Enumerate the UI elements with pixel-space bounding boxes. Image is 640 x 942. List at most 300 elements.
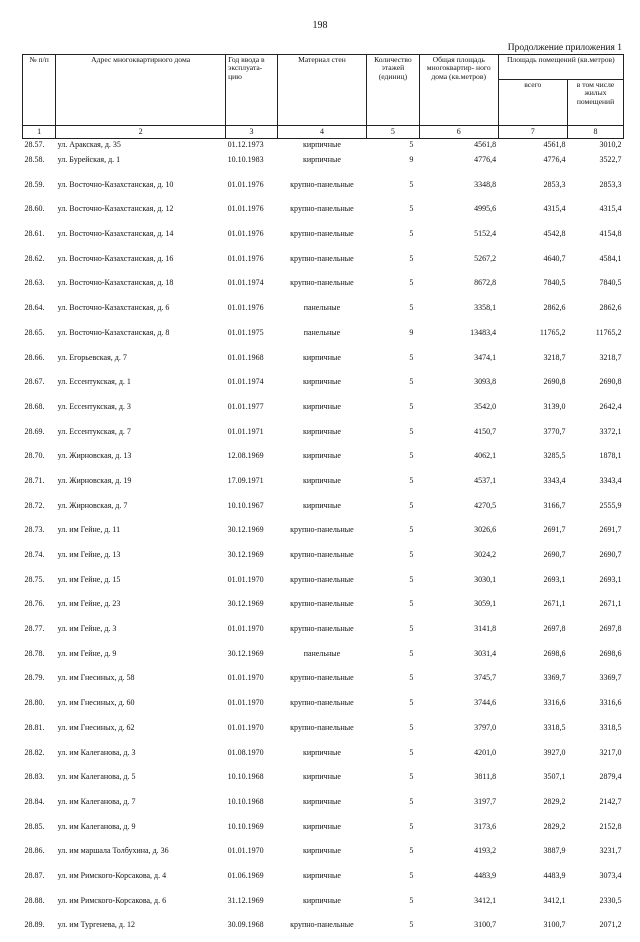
table-row bbox=[23, 843, 624, 868]
premises-area: 3285,5 bbox=[498, 448, 567, 473]
commission-date: 01.01.1974 bbox=[226, 374, 278, 399]
commission-date: 10.10.1983 bbox=[226, 152, 278, 177]
address: ул. Восточно-Казахстанская, д. 16 bbox=[56, 251, 226, 276]
row-number: 28.68. bbox=[23, 399, 56, 424]
total-area: 3059,1 bbox=[419, 596, 498, 621]
address: ул. им Калеганова, д. 3 bbox=[56, 745, 226, 770]
total-area: 4537,1 bbox=[419, 473, 498, 498]
commission-date: 01.01.1976 bbox=[226, 251, 278, 276]
commission-date: 01.01.1970 bbox=[226, 843, 278, 868]
premises-area: 3318,5 bbox=[498, 720, 567, 745]
floors: 5 bbox=[367, 226, 420, 251]
floors: 5 bbox=[367, 819, 420, 844]
residential-area: 3010,2 bbox=[568, 139, 624, 153]
residential-area: 1878,1 bbox=[568, 448, 624, 473]
wall-material: кирпичные bbox=[277, 769, 366, 794]
table-row bbox=[23, 374, 624, 399]
row-number: 28.76. bbox=[23, 596, 56, 621]
address: ул. Егорьевская, д. 7 bbox=[56, 350, 226, 375]
floors: 5 bbox=[367, 695, 420, 720]
residential-area: 2690,7 bbox=[568, 547, 624, 572]
residential-area: 2555,9 bbox=[568, 498, 624, 523]
header-residential: в том числе жилых помещений bbox=[568, 80, 624, 126]
total-area: 3348,8 bbox=[419, 177, 498, 202]
residential-area: 3372,1 bbox=[568, 424, 624, 449]
row-number: 28.73. bbox=[23, 522, 56, 547]
commission-date: 01.01.1970 bbox=[226, 670, 278, 695]
commission-date: 10.10.1969 bbox=[226, 819, 278, 844]
floors: 5 bbox=[367, 794, 420, 819]
commission-date: 10.10.1968 bbox=[226, 769, 278, 794]
table-row bbox=[23, 300, 624, 325]
commission-date: 30.12.1969 bbox=[226, 522, 278, 547]
residential-area: 2853,3 bbox=[568, 177, 624, 202]
row-number: 28.89. bbox=[23, 917, 56, 942]
residential-area: 11765,2 bbox=[568, 325, 624, 350]
address: ул. Восточно-Казахстанская, д. 12 bbox=[56, 201, 226, 226]
total-area: 3197,7 bbox=[419, 794, 498, 819]
address: ул. им Гейне, д. 23 bbox=[56, 596, 226, 621]
wall-material: кирпичные bbox=[277, 139, 366, 153]
commission-date: 30.12.1969 bbox=[226, 646, 278, 671]
total-area: 5152,4 bbox=[419, 226, 498, 251]
table-row bbox=[23, 139, 624, 153]
premises-area: 4315,4 bbox=[498, 201, 567, 226]
row-number: 28.61. bbox=[23, 226, 56, 251]
wall-material: кирпичные bbox=[277, 498, 366, 523]
row-number: 28.70. bbox=[23, 448, 56, 473]
wall-material: крупно-панельные bbox=[277, 572, 366, 597]
wall-material: кирпичные bbox=[277, 399, 366, 424]
table-row bbox=[23, 621, 624, 646]
wall-material: кирпичные bbox=[277, 843, 366, 868]
row-number: 28.74. bbox=[23, 547, 56, 572]
residential-area: 2879,4 bbox=[568, 769, 624, 794]
total-area: 4995,6 bbox=[419, 201, 498, 226]
total-area: 8672,8 bbox=[419, 275, 498, 300]
premises-area: 3927,0 bbox=[498, 745, 567, 770]
residential-area: 2671,1 bbox=[568, 596, 624, 621]
wall-material: крупно-панельные bbox=[277, 917, 366, 942]
premises-area: 2691,7 bbox=[498, 522, 567, 547]
table-row bbox=[23, 646, 624, 671]
floors: 5 bbox=[367, 139, 420, 153]
table-row bbox=[23, 769, 624, 794]
premises-area: 3770,7 bbox=[498, 424, 567, 449]
row-number: 28.80. bbox=[23, 695, 56, 720]
wall-material: кирпичные bbox=[277, 745, 366, 770]
address: ул. им Калеганова, д. 9 bbox=[56, 819, 226, 844]
wall-material: крупно-панельные bbox=[277, 596, 366, 621]
table-row bbox=[23, 251, 624, 276]
residential-area: 3231,7 bbox=[568, 843, 624, 868]
table-row bbox=[23, 917, 624, 942]
floors: 5 bbox=[367, 473, 420, 498]
residential-area: 3218,7 bbox=[568, 350, 624, 375]
commission-date: 12.08.1969 bbox=[226, 448, 278, 473]
building-registry-table bbox=[22, 54, 624, 942]
row-number: 28.75. bbox=[23, 572, 56, 597]
total-area: 3412,1 bbox=[419, 893, 498, 918]
floors: 5 bbox=[367, 374, 420, 399]
premises-area: 3369,7 bbox=[498, 670, 567, 695]
commission-date: 10.10.1968 bbox=[226, 794, 278, 819]
column-number: 7 bbox=[498, 126, 567, 139]
row-number: 28.57. bbox=[23, 139, 56, 153]
commission-date: 10.10.1967 bbox=[226, 498, 278, 523]
residential-area: 4315,4 bbox=[568, 201, 624, 226]
address: ул. им Тургенева, д. 12 bbox=[56, 917, 226, 942]
premises-area: 2690,8 bbox=[498, 374, 567, 399]
floors: 5 bbox=[367, 300, 420, 325]
premises-area: 2853,3 bbox=[498, 177, 567, 202]
floors: 5 bbox=[367, 769, 420, 794]
floors: 5 bbox=[367, 917, 420, 942]
floors: 5 bbox=[367, 275, 420, 300]
header-premises-total: всего bbox=[498, 80, 567, 126]
row-number: 28.63. bbox=[23, 275, 56, 300]
table-row bbox=[23, 275, 624, 300]
row-number: 28.69. bbox=[23, 424, 56, 449]
address: ул. им Римского-Корсакова, д. 6 bbox=[56, 893, 226, 918]
row-number: 28.84. bbox=[23, 794, 56, 819]
table-row bbox=[23, 201, 624, 226]
floors: 5 bbox=[367, 522, 420, 547]
residential-area: 3318,5 bbox=[568, 720, 624, 745]
row-number: 28.58. bbox=[23, 152, 56, 177]
row-number: 28.60. bbox=[23, 201, 56, 226]
row-number: 28.87. bbox=[23, 868, 56, 893]
residential-area: 2330,5 bbox=[568, 893, 624, 918]
wall-material: крупно-панельные bbox=[277, 547, 366, 572]
commission-date: 01.01.1974 bbox=[226, 275, 278, 300]
premises-area: 3100,7 bbox=[498, 917, 567, 942]
wall-material: панельные bbox=[277, 646, 366, 671]
floors: 5 bbox=[367, 893, 420, 918]
row-number: 28.78. bbox=[23, 646, 56, 671]
premises-area: 2693,1 bbox=[498, 572, 567, 597]
wall-material: крупно-панельные bbox=[277, 226, 366, 251]
residential-area: 2691,7 bbox=[568, 522, 624, 547]
address: ул. Аракская, д. 35 bbox=[56, 139, 226, 153]
total-area: 4561,8 bbox=[419, 139, 498, 153]
address: ул. Ессентукская, д. 1 bbox=[56, 374, 226, 399]
total-area: 4150,7 bbox=[419, 424, 498, 449]
premises-area: 4561,8 bbox=[498, 139, 567, 153]
wall-material: кирпичные bbox=[277, 350, 366, 375]
wall-material: кирпичные bbox=[277, 794, 366, 819]
address: ул. им Гнесиных, д. 60 bbox=[56, 695, 226, 720]
wall-material: кирпичные bbox=[277, 473, 366, 498]
commission-date: 01.01.1976 bbox=[226, 226, 278, 251]
address: ул. Ессентукская, д. 7 bbox=[56, 424, 226, 449]
row-number: 28.66. bbox=[23, 350, 56, 375]
table-row bbox=[23, 177, 624, 202]
row-number: 28.67. bbox=[23, 374, 56, 399]
premises-area: 3139,0 bbox=[498, 399, 567, 424]
address: ул. Жирновская, д. 13 bbox=[56, 448, 226, 473]
total-area: 3542,0 bbox=[419, 399, 498, 424]
table-row bbox=[23, 819, 624, 844]
wall-material: крупно-панельные bbox=[277, 251, 366, 276]
total-area: 13483,4 bbox=[419, 325, 498, 350]
residential-area: 2862,6 bbox=[568, 300, 624, 325]
premises-area: 2690,7 bbox=[498, 547, 567, 572]
wall-material: крупно-панельные bbox=[277, 720, 366, 745]
table-row bbox=[23, 695, 624, 720]
row-number: 28.81. bbox=[23, 720, 56, 745]
floors: 5 bbox=[367, 448, 420, 473]
wall-material: крупно-панельные bbox=[277, 177, 366, 202]
residential-area: 2697,8 bbox=[568, 621, 624, 646]
premises-area: 2829,2 bbox=[498, 819, 567, 844]
floors: 5 bbox=[367, 745, 420, 770]
table-row bbox=[23, 547, 624, 572]
address: ул. Жирновская, д. 7 bbox=[56, 498, 226, 523]
row-number: 28.82. bbox=[23, 745, 56, 770]
commission-date: 01.01.1970 bbox=[226, 621, 278, 646]
floors: 5 bbox=[367, 843, 420, 868]
commission-date: 01.01.1970 bbox=[226, 720, 278, 745]
wall-material: панельные bbox=[277, 300, 366, 325]
total-area: 3141,8 bbox=[419, 621, 498, 646]
floors: 5 bbox=[367, 201, 420, 226]
commission-date: 01.01.1977 bbox=[226, 399, 278, 424]
wall-material: крупно-панельные bbox=[277, 621, 366, 646]
total-area: 3024,2 bbox=[419, 547, 498, 572]
commission-date: 01.01.1970 bbox=[226, 572, 278, 597]
floors: 5 bbox=[367, 547, 420, 572]
floors: 5 bbox=[367, 670, 420, 695]
commission-date: 01.01.1968 bbox=[226, 350, 278, 375]
column-number: 2 bbox=[56, 126, 226, 139]
commission-date: 01.06.1969 bbox=[226, 868, 278, 893]
total-area: 3093,8 bbox=[419, 374, 498, 399]
total-area: 3745,7 bbox=[419, 670, 498, 695]
premises-area: 3218,7 bbox=[498, 350, 567, 375]
wall-material: панельные bbox=[277, 325, 366, 350]
premises-area: 4640,7 bbox=[498, 251, 567, 276]
header-year: Год ввода в эксплуата- цию bbox=[226, 55, 278, 126]
residential-area: 2152,8 bbox=[568, 819, 624, 844]
header-row-top bbox=[23, 55, 624, 80]
wall-material: кирпичные bbox=[277, 819, 366, 844]
address: ул. Восточно-Казахстанская, д. 6 bbox=[56, 300, 226, 325]
residential-area: 2071,2 bbox=[568, 917, 624, 942]
total-area: 3474,1 bbox=[419, 350, 498, 375]
premises-area: 2829,2 bbox=[498, 794, 567, 819]
premises-area: 2698,6 bbox=[498, 646, 567, 671]
row-number: 28.64. bbox=[23, 300, 56, 325]
wall-material: крупно-панельные bbox=[277, 275, 366, 300]
premises-area: 11765,2 bbox=[498, 325, 567, 350]
premises-area: 2697,8 bbox=[498, 621, 567, 646]
residential-area: 7840,5 bbox=[568, 275, 624, 300]
commission-date: 01.01.1976 bbox=[226, 201, 278, 226]
premises-area: 4776,4 bbox=[498, 152, 567, 177]
row-number: 28.88. bbox=[23, 893, 56, 918]
residential-area: 3369,7 bbox=[568, 670, 624, 695]
address: ул. Бурейская, д. 1 bbox=[56, 152, 226, 177]
column-number: 8 bbox=[568, 126, 624, 139]
wall-material: крупно-панельные bbox=[277, 201, 366, 226]
premises-area: 3507,1 bbox=[498, 769, 567, 794]
residential-area: 2698,6 bbox=[568, 646, 624, 671]
commission-date: 01.01.1976 bbox=[226, 300, 278, 325]
commission-date: 30.09.1968 bbox=[226, 917, 278, 942]
floors: 5 bbox=[367, 498, 420, 523]
commission-date: 01.01.1970 bbox=[226, 695, 278, 720]
address: ул. Ессентукская, д. 3 bbox=[56, 399, 226, 424]
address: ул. Жирновская, д. 19 bbox=[56, 473, 226, 498]
premises-area: 7840,5 bbox=[498, 275, 567, 300]
column-number: 3 bbox=[226, 126, 278, 139]
row-number: 28.71. bbox=[23, 473, 56, 498]
row-number: 28.65. bbox=[23, 325, 56, 350]
premises-area: 3887,9 bbox=[498, 843, 567, 868]
wall-material: кирпичные bbox=[277, 868, 366, 893]
row-number: 28.83. bbox=[23, 769, 56, 794]
wall-material: крупно-панельные bbox=[277, 695, 366, 720]
table-row bbox=[23, 424, 624, 449]
header-wall-material: Материал стен bbox=[277, 55, 366, 126]
table-row bbox=[23, 522, 624, 547]
row-number: 28.77. bbox=[23, 621, 56, 646]
floors: 5 bbox=[367, 646, 420, 671]
column-number: 4 bbox=[277, 126, 366, 139]
address: ул. им Гнесиных, д. 62 bbox=[56, 720, 226, 745]
address: ул. Восточно-Казахстанская, д. 8 bbox=[56, 325, 226, 350]
address: ул. им маршала Толбухина, д. 36 bbox=[56, 843, 226, 868]
address: ул. им Гейне, д. 13 bbox=[56, 547, 226, 572]
address: ул. Восточно-Казахстанская, д. 14 bbox=[56, 226, 226, 251]
total-area: 4201,0 bbox=[419, 745, 498, 770]
wall-material: кирпичные bbox=[277, 893, 366, 918]
premises-area: 3166,7 bbox=[498, 498, 567, 523]
table-row bbox=[23, 498, 624, 523]
table-row bbox=[23, 325, 624, 350]
floors: 5 bbox=[367, 251, 420, 276]
table-row bbox=[23, 448, 624, 473]
floors: 5 bbox=[367, 572, 420, 597]
table-row bbox=[23, 399, 624, 424]
address: ул. им Гейне, д. 9 bbox=[56, 646, 226, 671]
residential-area: 3522,7 bbox=[568, 152, 624, 177]
total-area: 3173,6 bbox=[419, 819, 498, 844]
header-total-area: Общая площадь многоквартир- ного дома (кв.метров) bbox=[419, 55, 498, 126]
floors: 5 bbox=[367, 177, 420, 202]
residential-area: 3316,6 bbox=[568, 695, 624, 720]
wall-material: кирпичные bbox=[277, 424, 366, 449]
address: ул. Восточно-Казахстанская, д. 10 bbox=[56, 177, 226, 202]
commission-date: 01.01.1976 bbox=[226, 177, 278, 202]
commission-date: 17.09.1971 bbox=[226, 473, 278, 498]
table-row bbox=[23, 226, 624, 251]
wall-material: крупно-панельные bbox=[277, 522, 366, 547]
residential-area: 2142,7 bbox=[568, 794, 624, 819]
wall-material: крупно-панельные bbox=[277, 670, 366, 695]
address: ул. им Гейне, д. 15 bbox=[56, 572, 226, 597]
wall-material: кирпичные bbox=[277, 374, 366, 399]
header-floors: Количество этажей (единиц) bbox=[367, 55, 420, 126]
premises-area: 3412,1 bbox=[498, 893, 567, 918]
table-row bbox=[23, 720, 624, 745]
residential-area: 2693,1 bbox=[568, 572, 624, 597]
row-number: 28.86. bbox=[23, 843, 56, 868]
table-row bbox=[23, 745, 624, 770]
floors: 9 bbox=[367, 325, 420, 350]
total-area: 3026,6 bbox=[419, 522, 498, 547]
floors: 5 bbox=[367, 596, 420, 621]
wall-material: кирпичные bbox=[277, 152, 366, 177]
total-area: 3797,0 bbox=[419, 720, 498, 745]
table-row bbox=[23, 596, 624, 621]
table-row bbox=[23, 152, 624, 177]
address: ул. им Гейне, д. 3 bbox=[56, 621, 226, 646]
residential-area: 2690,8 bbox=[568, 374, 624, 399]
total-area: 4483,9 bbox=[419, 868, 498, 893]
address: ул. им Гнесиных, д. 58 bbox=[56, 670, 226, 695]
table-row bbox=[23, 473, 624, 498]
header-number: № п/п bbox=[23, 55, 56, 126]
floors: 5 bbox=[367, 621, 420, 646]
total-area: 4270,5 bbox=[419, 498, 498, 523]
address: ул. им Калеганова, д. 7 bbox=[56, 794, 226, 819]
commission-date: 01.01.1975 bbox=[226, 325, 278, 350]
floors: 5 bbox=[367, 868, 420, 893]
residential-area: 3217,0 bbox=[568, 745, 624, 770]
wall-material: кирпичные bbox=[277, 448, 366, 473]
row-number: 28.59. bbox=[23, 177, 56, 202]
premises-area: 4483,9 bbox=[498, 868, 567, 893]
commission-date: 30.12.1969 bbox=[226, 596, 278, 621]
commission-date: 01.01.1971 bbox=[226, 424, 278, 449]
column-number: 5 bbox=[367, 126, 420, 139]
column-number: 1 bbox=[23, 126, 56, 139]
total-area: 3100,7 bbox=[419, 917, 498, 942]
premises-area: 2671,1 bbox=[498, 596, 567, 621]
total-area: 3744,6 bbox=[419, 695, 498, 720]
address: ул. им Калеганова, д. 5 bbox=[56, 769, 226, 794]
residential-area: 4154,8 bbox=[568, 226, 624, 251]
column-number: 6 bbox=[419, 126, 498, 139]
commission-date: 01.12.1973 bbox=[226, 139, 278, 153]
commission-date: 01.08.1970 bbox=[226, 745, 278, 770]
floors: 5 bbox=[367, 399, 420, 424]
total-area: 4062,1 bbox=[419, 448, 498, 473]
table-row bbox=[23, 868, 624, 893]
residential-area: 3073,4 bbox=[568, 868, 624, 893]
address: ул. Восточно-Казахстанская, д. 18 bbox=[56, 275, 226, 300]
header-premises-area: Площадь помещений (кв.метров) bbox=[498, 55, 623, 80]
table-row bbox=[23, 670, 624, 695]
table-body bbox=[23, 139, 624, 942]
total-area: 5267,2 bbox=[419, 251, 498, 276]
total-area: 4193,2 bbox=[419, 843, 498, 868]
page-number: 198 bbox=[0, 20, 640, 31]
commission-date: 30.12.1969 bbox=[226, 547, 278, 572]
total-area: 3031,4 bbox=[419, 646, 498, 671]
address: ул. им Римского-Корсакова, д. 4 bbox=[56, 868, 226, 893]
residential-area: 3343,4 bbox=[568, 473, 624, 498]
premises-area: 2862,6 bbox=[498, 300, 567, 325]
total-area: 4776,4 bbox=[419, 152, 498, 177]
table-row bbox=[23, 572, 624, 597]
header-address: Адрес многоквартирного дома bbox=[56, 55, 226, 126]
continuation-note: Продолжение приложения 1 bbox=[508, 43, 622, 53]
residential-area: 4584,1 bbox=[568, 251, 624, 276]
floors: 5 bbox=[367, 720, 420, 745]
